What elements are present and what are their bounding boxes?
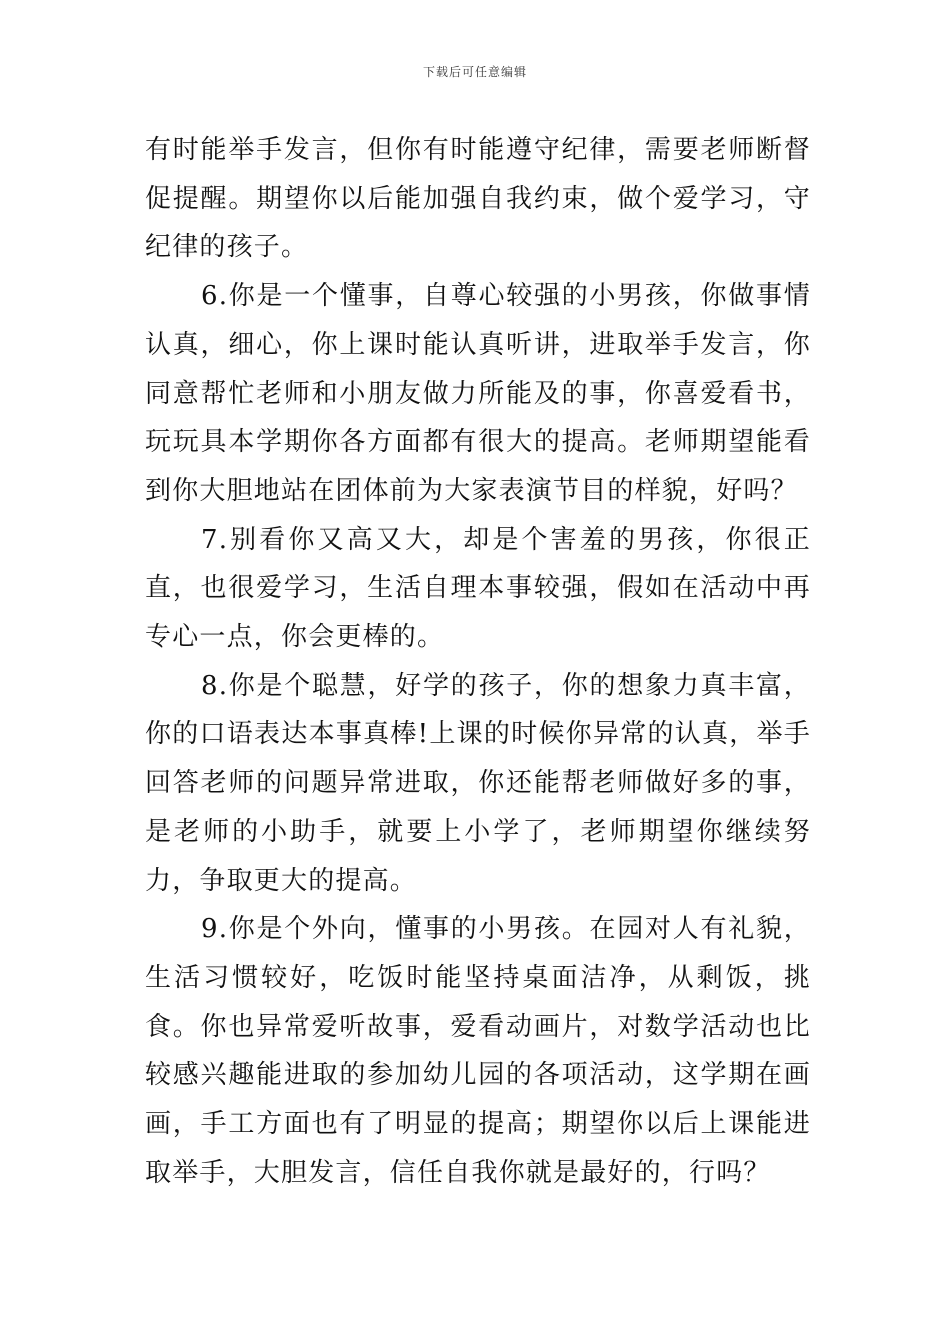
document-body: [145, 126, 811, 1197]
paragraph-item-6: 6.你是一个懂事，自尊心较强的小男孩，你做事情认真，细心，你上课时能认真听讲，进取举手发言，你同意帮忙老师和小朋友做力所能及的事，你喜爱看书，玩玩具本学期你各方面都有很大的提高。老师期望能看到你大胆地站在团体前为大家表演节目的样貌，好吗？: [145, 281, 811, 506]
paragraph-item-9: 9.你是个外向，懂事的小男孩。在园对人有礼貌，生活习惯较好，吃饭时能坚持桌面洁净，从剩饭，挑食。你也异常爱听故事，爱看动画片，对数学活动也比较感兴趣能进取的参加幼儿园的各项活动，这学期在画画，手工方面也有了明显的提高；期望你以后上课能进取举手，大胆发言，信任自我你就是最好的，行吗？: [145, 914, 811, 1188]
paragraph-continuation: 有时能举手发言，但你有时能遵守纪律，需要老师断督促提醒。期望你以后能加强自我约束，做个爱学习，守纪律的孩子。: [145, 135, 811, 263]
paragraph-item-8: 8.你是个聪慧，好学的孩子，你的想象力真丰富，你的口语表达本事真棒!上课的时候你异常的认真，举手回答老师的问题异常进取，你还能帮老师做好多的事，是老师的小助手，就要上小学了，老师期望你继续努力，争取更大的提高。: [145, 670, 811, 896]
page-header-note: 下载后可任意编辑: [422, 65, 527, 79]
paragraph-item-7: 7.别看你又高又大，却是个害羞的男孩，你很正直，也很爱学习，生活自理本事较强，假如在活动中再专心一点，你会更棒的。: [145, 524, 811, 653]
